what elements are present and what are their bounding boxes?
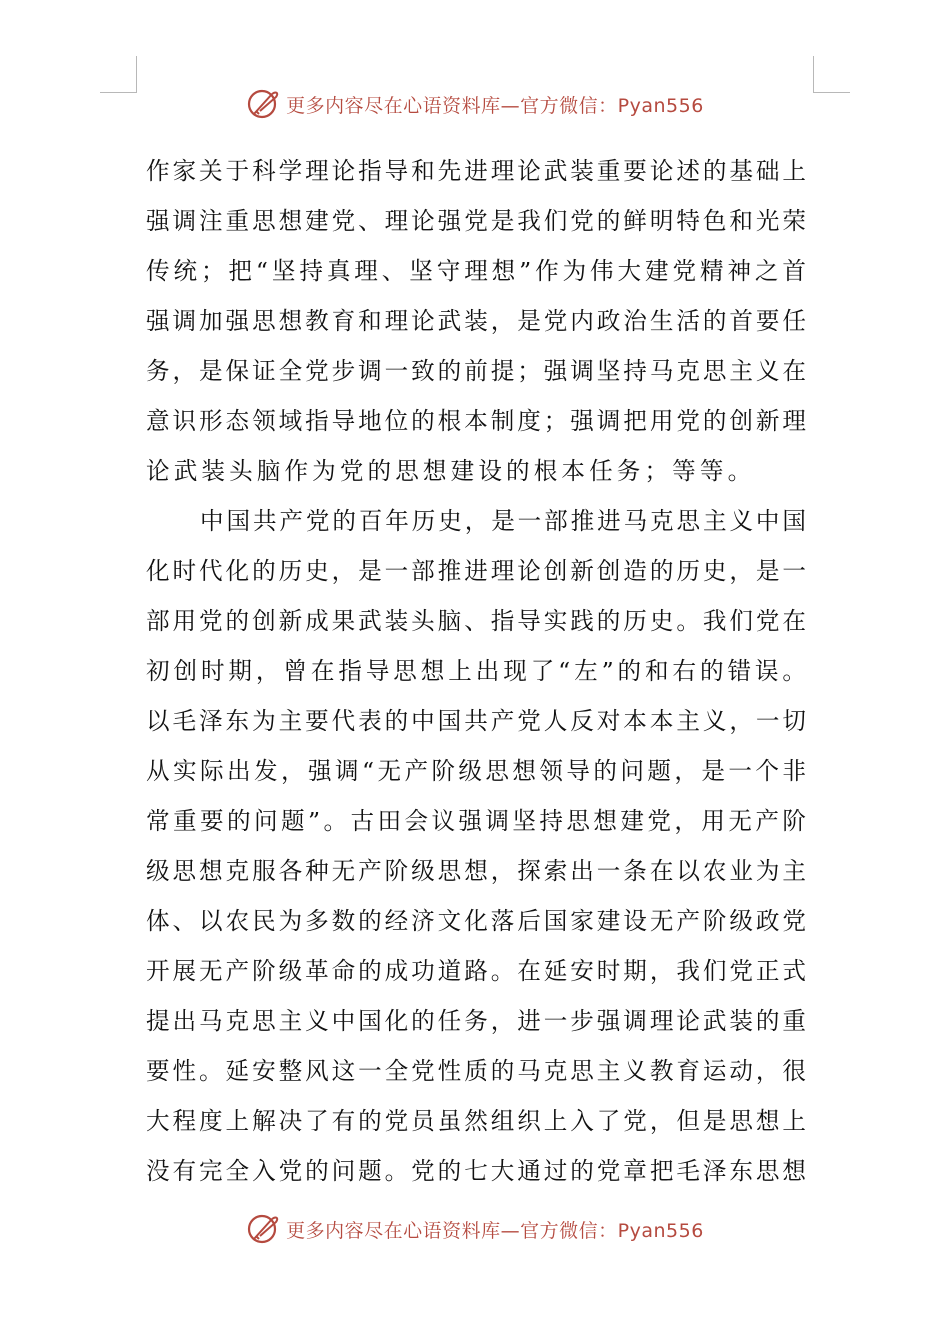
quill-logo-icon: [246, 1212, 280, 1246]
text-line: 没有完全入党的问题。党的七大通过的党章把毛泽东思想: [146, 1157, 806, 1185]
text-line: 从实际出发，强调“无产阶级思想领导的问题，是一个非: [146, 757, 806, 785]
text-line: 传统；把“坚持真理、坚守理想”作为伟大建党精神之首: [146, 257, 806, 285]
text-line: 中国共产党的百年历史，是一部推进马克思主义中国: [200, 507, 806, 535]
text-line: 意识形态领域指导地位的根本制度；强调把用党的创新理: [146, 407, 806, 435]
footer-watermark: [0, 1212, 950, 1246]
text-line: 以毛泽东为主要代表的中国共产党人反对本本主义，一切: [146, 707, 806, 735]
header-watermark: [0, 87, 950, 121]
text-line: 级思想克服各种无产阶级思想，探索出一条在以农业为主: [146, 857, 806, 885]
text-line: 体、以农民为多数的经济文化落后国家建设无产阶级政党: [146, 907, 806, 935]
footer-watermark-text: 更多内容尽在心语资料库—官方微信：Pyan556: [286, 1219, 704, 1242]
paragraph: [146, 496, 806, 1196]
document-body: [146, 146, 806, 1196]
text-line: 要性。延安整风这一全党性质的马克思主义教育运动，很: [146, 1057, 806, 1085]
text-line: 论武装头脑作为党的思想建设的根本任务；等等。: [146, 457, 756, 485]
text-line: 部用党的创新成果武装头脑、指导实践的历史。我们党在: [146, 607, 806, 635]
quill-logo-icon: [246, 87, 280, 121]
text-line: 化时代化的历史，是一部推进理论创新创造的历史，是一: [146, 557, 806, 585]
text-line: 强调加强思想教育和理论武装，是党内政治生活的首要任: [146, 307, 806, 335]
text-line: 开展无产阶级革命的成功道路。在延安时期，我们党正式: [146, 957, 806, 985]
text-line: 初创时期，曾在指导思想上出现了“左”的和右的错误。: [146, 657, 806, 685]
header-watermark-text: 更多内容尽在心语资料库—官方微信：Pyan556: [286, 94, 704, 117]
text-line: 务，是保证全党步调一致的前提；强调坚持马克思主义在: [146, 357, 806, 385]
text-line: 提出马克思主义中国化的任务，进一步强调理论武装的重: [146, 1007, 806, 1035]
paragraph: [146, 146, 806, 496]
text-line: 常重要的问题”。古田会议强调坚持思想建党，用无产阶: [146, 807, 806, 835]
text-line: 大程度上解决了有的党员虽然组织上入了党，但是思想上: [146, 1107, 806, 1135]
text-line: 作家关于科学理论指导和先进理论武装重要论述的基础上: [146, 157, 806, 185]
text-line: 强调注重思想建党、理论强党是我们党的鲜明特色和光荣: [146, 207, 806, 235]
